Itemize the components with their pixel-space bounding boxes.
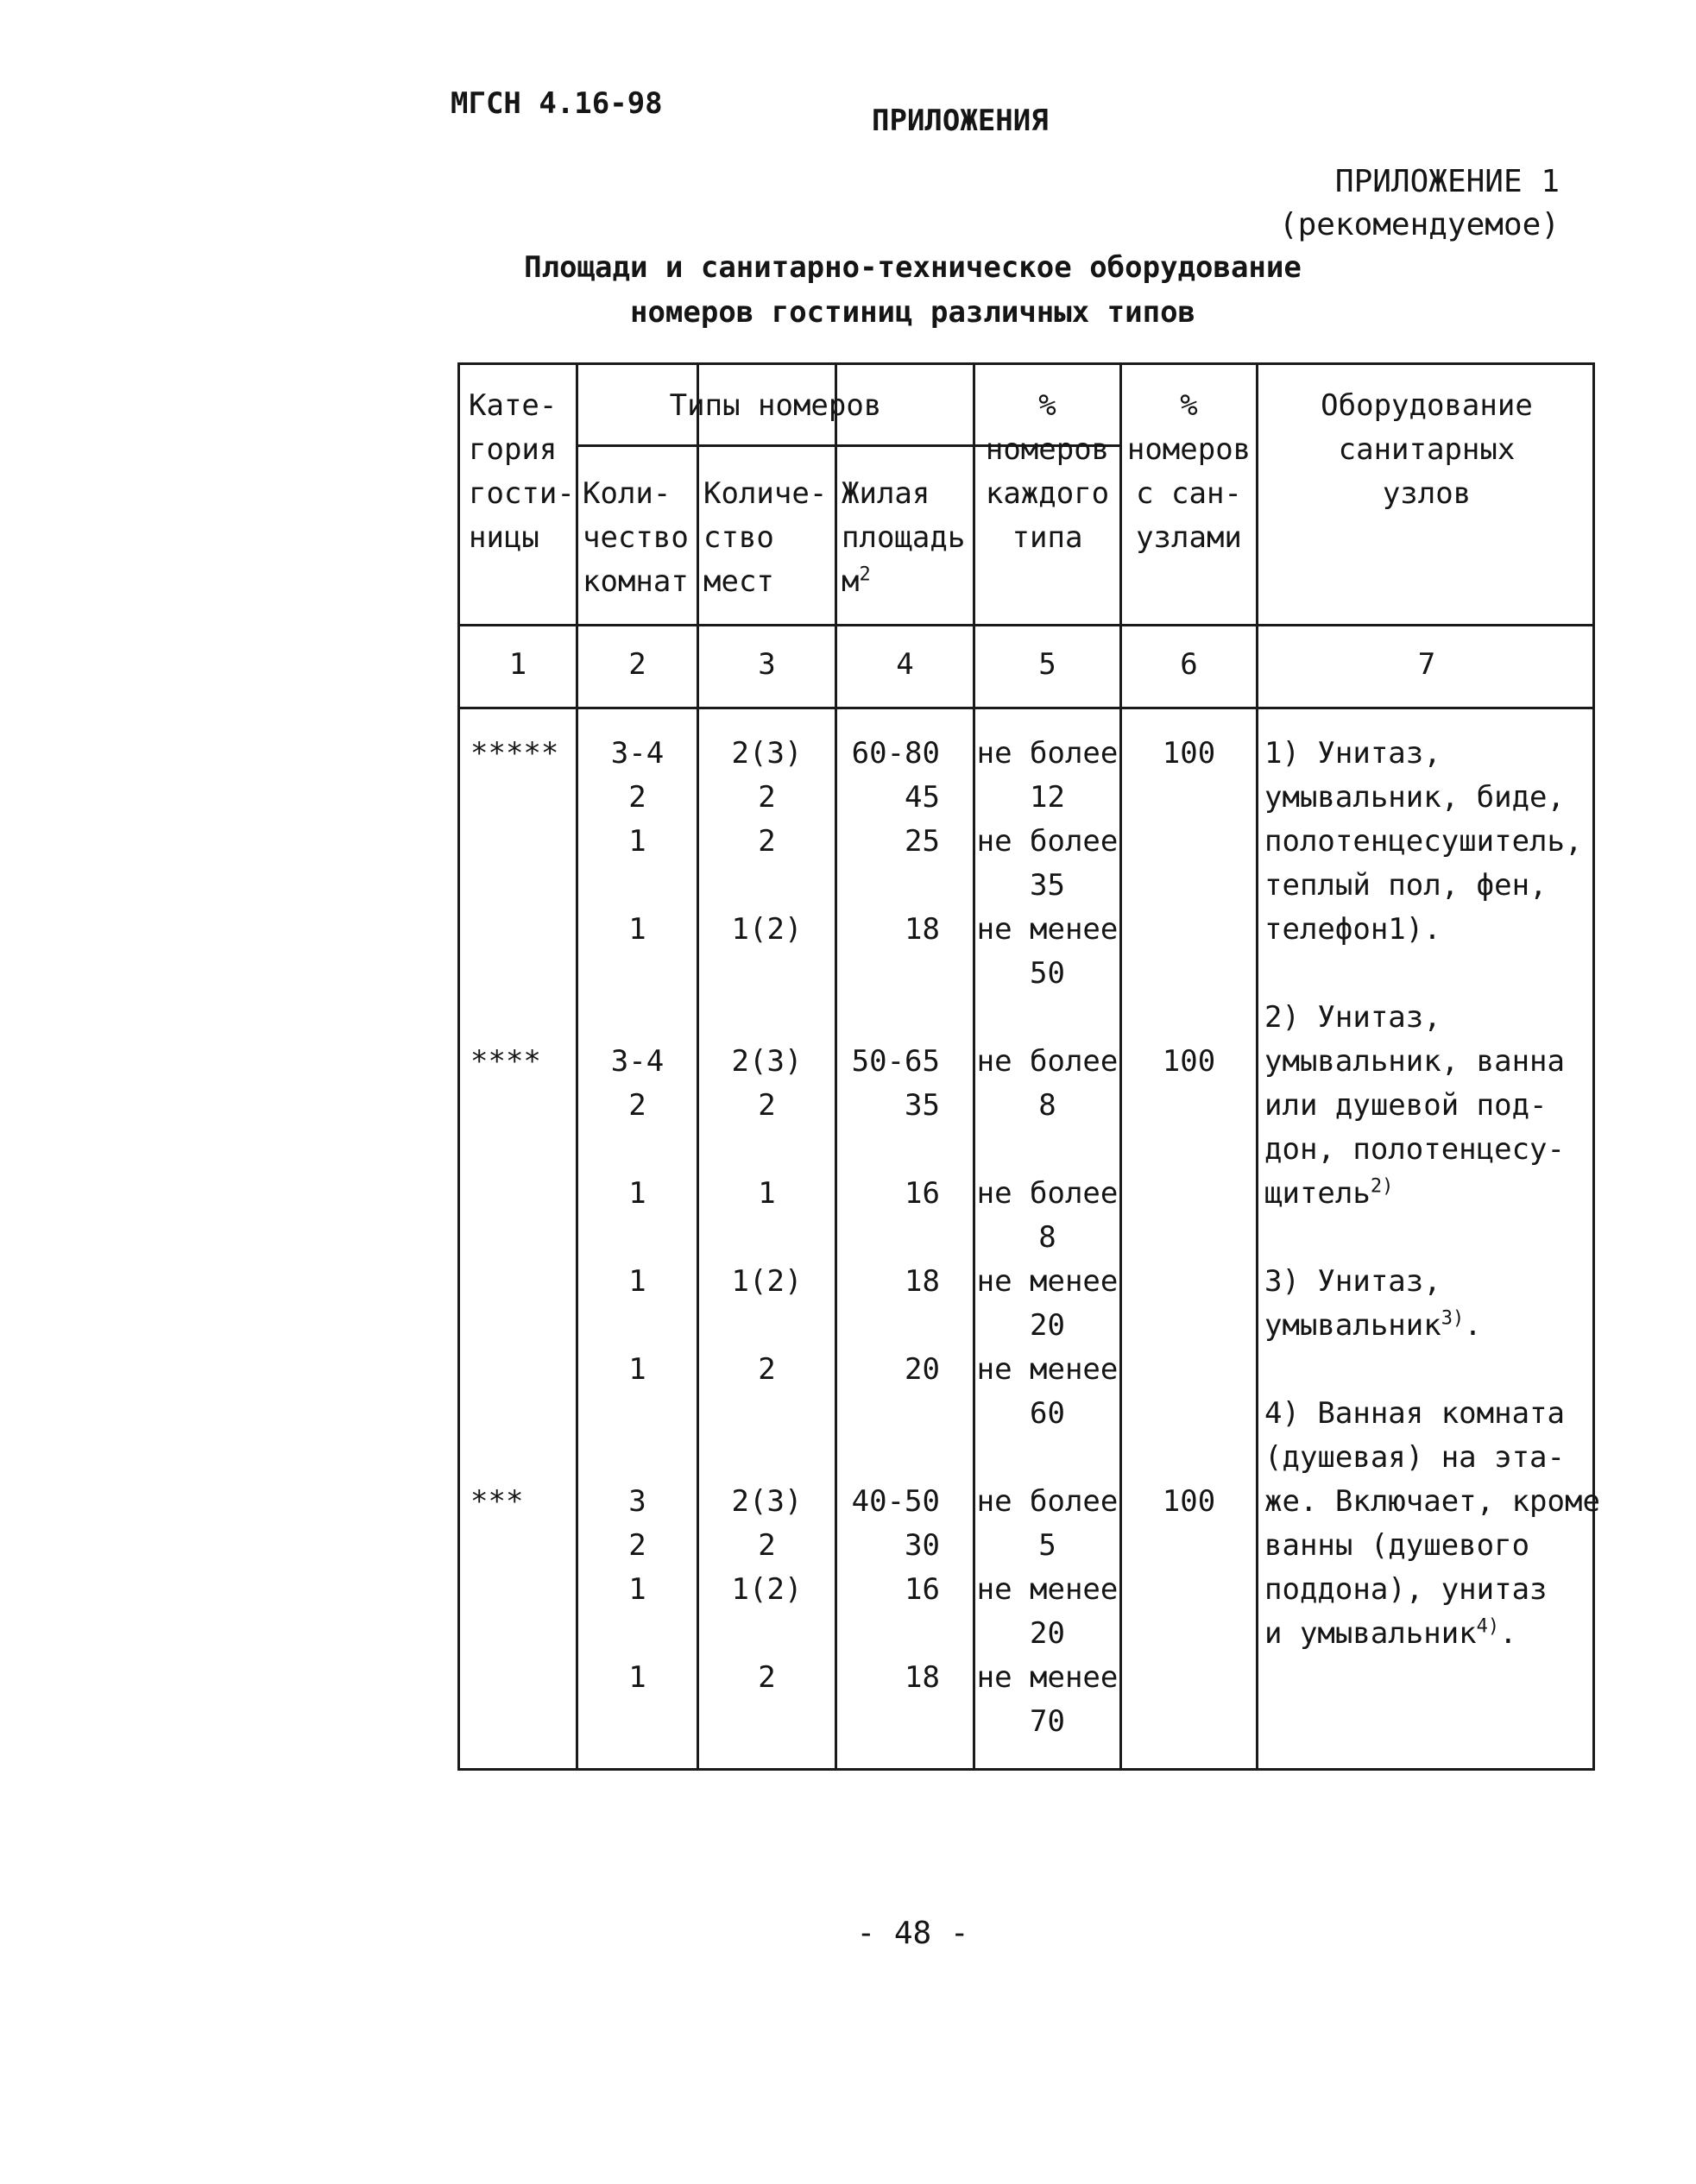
- rooms-count-cell: 1: [628, 1572, 646, 1607]
- category-stars: ***: [470, 1484, 524, 1519]
- note-period: .: [1464, 1308, 1482, 1343]
- table-title-line-1: Площади и санитарно-техническое оборудование: [524, 250, 1302, 285]
- equipment-note-text: 4) Ванная комната (душевая) на эта- же. Включает, кроме ванны (душевого поддона), унитаз и умывальник: [1264, 1396, 1600, 1651]
- rooms-count-cell: 1: [628, 1176, 646, 1211]
- rooms-count-cell: 3-4: [610, 736, 665, 771]
- column-number: 6: [1180, 647, 1198, 682]
- category-stars: ****: [470, 1044, 541, 1079]
- room-areas-table: [457, 362, 1600, 1771]
- places-count-cell: 2: [758, 1660, 776, 1695]
- pct-each-type-cell: не более 8: [976, 1044, 1119, 1123]
- equipment-note-text: 1) Унитаз, умывальник, биде, полотенцесушитель, теплый пол, фен, телефон1).: [1264, 736, 1583, 947]
- living-area-cell: 45: [905, 780, 940, 815]
- rooms-count-cell: 2: [628, 1528, 646, 1563]
- equipment-note-1: [1264, 732, 1582, 952]
- header-living-area: [842, 472, 965, 604]
- places-count-cell: 1(2): [731, 1264, 803, 1299]
- equipment-note-4: [1264, 1392, 1600, 1656]
- living-area-cell: 16: [905, 1572, 940, 1607]
- header-equipment: Оборудование санитарных узлов: [1321, 388, 1533, 511]
- pct-each-type-cell: не более 12: [976, 736, 1119, 815]
- footnote-marker: 4): [1476, 1615, 1500, 1638]
- header-pct-with-sanitary: % номеров с сан- узлами: [1126, 388, 1252, 555]
- header-living-area-text: Жилая площадь м: [842, 476, 966, 599]
- footnote-marker: 2): [1370, 1175, 1394, 1198]
- living-area-cell: 20: [905, 1352, 940, 1387]
- places-count-cell: 1: [758, 1176, 776, 1211]
- living-area-cell: 40-50: [851, 1484, 940, 1519]
- appendix-note: (рекомендуемое): [1278, 207, 1560, 242]
- header-room-types: Типы номеров: [669, 388, 882, 423]
- table-title-line-2: номеров гостиниц различных типов: [629, 295, 1196, 330]
- column-number: 3: [758, 647, 776, 682]
- places-count-cell: 1(2): [731, 1572, 803, 1607]
- column-number: 5: [1038, 647, 1056, 682]
- category-stars: *****: [470, 736, 559, 771]
- page-number: - 48 -: [856, 1916, 969, 1951]
- living-area-cell: 30: [905, 1528, 940, 1563]
- places-count-cell: 2: [758, 824, 776, 859]
- column-number: 7: [1417, 647, 1436, 682]
- pct-each-type-cell: не менее 20: [976, 1264, 1119, 1343]
- places-count-cell: 2: [758, 1352, 776, 1387]
- header-pct-each-type: % номеров каждого типа: [985, 388, 1110, 555]
- pct-each-type-cell: не менее 70: [976, 1660, 1119, 1739]
- pct-each-type-cell: не более 8: [976, 1176, 1119, 1255]
- pct-with-sanitary-cell: 100: [1162, 1044, 1216, 1079]
- note-period: .: [1499, 1616, 1517, 1651]
- places-count-cell: 2(3): [731, 1484, 803, 1519]
- living-area-cell: 60-80: [851, 736, 940, 771]
- column-number: 4: [896, 647, 914, 682]
- places-count-cell: 2(3): [731, 736, 803, 771]
- pct-each-type-cell: не более 5: [976, 1484, 1119, 1563]
- living-area-cell: 18: [905, 1264, 940, 1299]
- places-count-cell: 2(3): [731, 1044, 803, 1079]
- living-area-cell: 35: [905, 1088, 940, 1123]
- living-area-cell: 18: [905, 1660, 940, 1695]
- column-number: 2: [628, 647, 646, 682]
- equipment-note-2: [1264, 996, 1565, 1216]
- living-area-cell: 18: [905, 912, 940, 947]
- places-count-cell: 2: [758, 1528, 776, 1563]
- footnote-marker: 3): [1441, 1307, 1465, 1330]
- rooms-count-cell: 2: [628, 1088, 646, 1123]
- rooms-count-cell: 1: [628, 824, 646, 859]
- col-divider: [1256, 365, 1258, 1768]
- appendix-label: ПРИЛОЖЕНИЕ 1: [1334, 164, 1560, 199]
- header-divider: [460, 624, 1592, 626]
- rooms-count-cell: 1: [628, 1352, 646, 1387]
- pct-each-type-cell: не менее 20: [976, 1572, 1119, 1651]
- rooms-count-cell: 3-4: [610, 1044, 665, 1079]
- rooms-count-cell: 3: [628, 1484, 646, 1519]
- pct-with-sanitary-cell: 100: [1162, 736, 1216, 771]
- places-count-cell: 2: [758, 780, 776, 815]
- pct-with-sanitary-cell: 100: [1162, 1484, 1216, 1519]
- living-area-cell: 16: [905, 1176, 940, 1211]
- rooms-count-cell: 1: [628, 1660, 646, 1695]
- header-places-count: Количе- ство мест: [703, 476, 828, 599]
- equipment-note-text: 2) Унитаз, умывальник, ванна или душевой под- дон, полотенцесу- щитель: [1264, 1000, 1565, 1211]
- document-code: МГСН 4.16-98: [451, 86, 663, 121]
- column-number-divider: [460, 707, 1592, 709]
- places-count-cell: 1(2): [731, 912, 803, 947]
- places-count-cell: 2: [758, 1088, 776, 1123]
- header-category: Кате- гория гости- ницы: [469, 388, 575, 555]
- column-number: 1: [508, 647, 527, 682]
- rooms-count-cell: 1: [628, 912, 646, 947]
- pct-each-type-cell: не более 35: [976, 824, 1119, 903]
- area-unit-superscript: 2: [859, 563, 871, 586]
- pct-each-type-cell: не менее 50: [976, 912, 1119, 991]
- header-rooms-count: Коли- чество комнат: [583, 476, 689, 599]
- rooms-count-cell: 1: [628, 1264, 646, 1299]
- living-area-cell: 25: [905, 824, 940, 859]
- equipment-note-3: [1264, 1260, 1482, 1348]
- pct-each-type-cell: не менее 60: [976, 1352, 1119, 1431]
- equipment-note-text: 3) Унитаз, умывальник: [1264, 1264, 1441, 1343]
- rooms-count-cell: 2: [628, 780, 646, 815]
- living-area-cell: 50-65: [851, 1044, 940, 1079]
- section-title: ПРИЛОЖЕНИЯ: [872, 104, 1049, 138]
